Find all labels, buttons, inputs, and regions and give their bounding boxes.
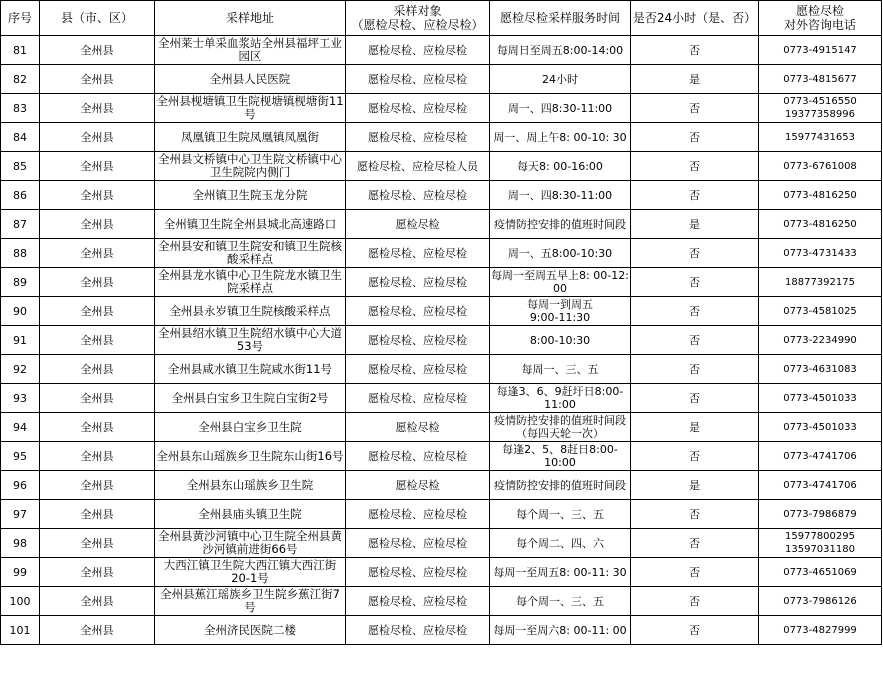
cell-address[interactable]: 全州县绍水镇卫生院绍水镇中心大道53号 [155,326,346,355]
cell-allday[interactable]: 否 [631,384,759,413]
cell-address[interactable]: 全州县龙水镇中心卫生院龙水镇卫生院采样点 [155,268,346,297]
table-row [1,558,882,587]
cell-county[interactable]: 全州县 [40,65,155,94]
cell-phone[interactable]: 0773-4741706 [759,471,882,500]
table-row [1,384,882,413]
header-seq[interactable]: 序号 [1,1,40,36]
cell-time[interactable]: 疫情防控安排的值班时间段（每四天轮一次） [490,413,631,442]
cell-target[interactable]: 愿检尽检 [346,471,490,500]
cell-address[interactable]: 全州县咸水镇卫生院咸水街11号 [155,355,346,384]
cell-county[interactable]: 全州县 [40,94,155,123]
cell-seq[interactable]: 94 [1,413,40,442]
cell-seq[interactable]: 89 [1,268,40,297]
cell-phone[interactable]: 0773-4915147 [759,36,882,65]
header-address[interactable]: 采样地址 [155,1,346,36]
cell-phone[interactable]: 0773-4731433 [759,239,882,268]
cell-address[interactable]: 大西江镇卫生院大西江镇大西江街20-1号 [155,558,346,587]
cell-target[interactable]: 愿检尽检、应检尽检 [346,384,490,413]
cell-target[interactable]: 愿检尽检、应检尽检 [346,65,490,94]
cell-time[interactable]: 疫情防控安排的值班时间段 [490,210,631,239]
cell-allday[interactable]: 否 [631,442,759,471]
cell-address[interactable]: 全州县枧塘镇卫生院枧塘镇枧塘街11号 [156,94,344,121]
cell-address[interactable]: 全州县永岁镇卫生院核酸采样点 [155,297,346,326]
cell-time[interactable]: 每天8: 00-16:00 [490,152,631,181]
cell-phone[interactable]: 0773-2234990 [759,326,882,355]
cell-county[interactable]: 全州县 [40,36,155,65]
cell-county[interactable]: 全州县 [40,297,155,326]
table-row [1,326,882,355]
cell-address[interactable]: 全州县东山瑶族乡卫生院东山街16号 [155,442,346,471]
cell-seq[interactable]: 88 [1,239,40,268]
cell-phone[interactable]: 0773-4816250 [759,181,882,210]
cell-seq[interactable]: 91 [1,326,40,355]
cell-phone[interactable]: 0773-4651069 [759,558,882,587]
cell-target[interactable]: 愿检尽检、应检尽检 [346,268,490,297]
cell-target[interactable]: 愿检尽检、应检尽检 [346,587,490,616]
cell-county[interactable]: 全州县 [40,587,155,616]
cell-allday[interactable]: 否 [631,36,759,65]
cell-target[interactable]: 愿检尽检、应检尽检人员 [346,152,490,181]
cell-target[interactable]: 愿检尽检 [346,210,490,239]
table-row [1,297,882,326]
cell-allday[interactable]: 否 [631,239,759,268]
table-row [1,413,882,442]
cell-address[interactable]: 全州县白宝乡卫生院白宝街2号 [155,384,346,413]
table-row [1,587,882,616]
table-row [1,471,882,500]
cell-time[interactable]: 周一、四8:30-11:00 [490,181,631,210]
cell-allday[interactable]: 否 [631,587,759,616]
cell-phone[interactable]: 0773-4501033 [759,384,882,413]
cell-phone[interactable]: 0773-4816250 [759,210,882,239]
cell-allday[interactable]: 否 [631,616,759,645]
cell-address[interactable]: 全州莱士单采血浆站全州县福坪工业园区 [155,36,346,65]
cell-seq[interactable]: 100 [1,587,40,616]
cell-seq[interactable]: 99 [1,558,40,587]
header-time[interactable]: 愿检尽检采样服务时间 [490,1,631,36]
cell-seq[interactable]: 82 [1,65,40,94]
cell-county[interactable]: 全州县 [40,529,155,558]
cell-seq[interactable]: 98 [1,529,40,558]
cell-county[interactable]: 全州县 [40,239,155,268]
table-row [1,616,882,645]
cell-time[interactable]: 每个周一、三、五 [490,500,631,529]
cell-target[interactable]: 愿检尽检、应检尽检 [346,297,490,326]
cell-allday[interactable]: 是 [631,210,759,239]
cell-address[interactable]: 全州镇卫生院全州县城北高速路口 [155,210,346,239]
cell-address[interactable]: 全州县东山瑶族乡卫生院 [155,471,346,500]
cell-county[interactable]: 全州县 [40,326,155,355]
table-row [1,65,882,94]
cell-allday[interactable]: 是 [631,65,759,94]
cell-target[interactable]: 愿检尽检、应检尽检 [346,616,490,645]
cell-county[interactable]: 全州县 [40,268,155,297]
table-row [1,210,882,239]
cell-seq[interactable]: 93 [1,384,40,413]
header-allday[interactable]: 是否24小时（是、否） [631,1,759,36]
cell-phone[interactable]: 0773-6761008 [759,152,882,181]
cell-allday[interactable]: 否 [631,152,759,181]
table-row [1,268,882,297]
cell-allday[interactable]: 否 [631,326,759,355]
cell-allday[interactable]: 是 [631,471,759,500]
cell-phone[interactable]: 15977431653 [759,123,882,152]
cell-address[interactable]: 全州县白宝乡卫生院 [155,413,346,442]
cell-phone[interactable]: 0773-4815677 [759,65,882,94]
cell-target[interactable]: 愿检尽检、应检尽检 [346,558,490,587]
cell-allday[interactable]: 否 [631,268,759,297]
table-row [1,239,882,268]
cell-seq[interactable]: 87 [1,210,40,239]
cell-seq[interactable]: 96 [1,471,40,500]
table-row [1,152,882,181]
header-target[interactable]: 采样对象 （愿检尽检、应检尽检） [346,1,490,36]
cell-county[interactable]: 全州县 [40,558,155,587]
cell-county[interactable]: 全州县 [40,384,155,413]
cell-allday[interactable]: 否 [631,558,759,587]
cell-seq[interactable]: 81 [1,36,40,65]
cell-target[interactable]: 愿检尽检、应检尽检 [346,442,490,471]
cell-seq[interactable]: 86 [1,181,40,210]
table-row [1,36,882,65]
cell-address[interactable]: 凤凰镇卫生院凤凰镇凤凰街 [155,123,346,152]
cell-allday[interactable]: 否 [631,529,759,558]
cell-time[interactable]: 每周一到周五 9:00-11:30 [490,297,631,326]
cell-phone[interactable]: 0773-4631083 [759,355,882,384]
cell-time[interactable]: 疫情防控安排的值班时间段 [490,471,631,500]
cell-phone[interactable]: 0773-4501033 [759,413,882,442]
cell-seq[interactable]: 92 [1,355,40,384]
cell-seq[interactable]: 83 [1,94,40,123]
cell-time[interactable]: 每逢2、5、8赶日8:00-10:00 [490,442,631,471]
cell-target[interactable]: 愿检尽检、应检尽检 [346,239,490,268]
cell-phone[interactable]: 0773-4741706 [759,442,882,471]
cell-seq[interactable]: 84 [1,123,40,152]
cell-county[interactable]: 全州县 [40,500,155,529]
cell-county[interactable]: 全州县 [40,210,155,239]
cell-allday[interactable]: 否 [631,500,759,529]
cell-address[interactable]: 全州县人民医院 [155,65,346,94]
cell-seq[interactable]: 101 [1,616,40,645]
cell-phone[interactable]: 0773-7986126 [759,587,882,616]
cell-address[interactable]: 全州县安和镇卫生院安和镇卫生院核酸采样点 [155,239,346,268]
cell-seq[interactable]: 95 [1,442,40,471]
cell-phone[interactable]: 18877392175 [759,268,882,297]
cell-seq[interactable]: 85 [1,152,40,181]
cell-target[interactable]: 愿检尽检 [346,413,490,442]
header-county[interactable]: 县（市、区） [40,1,155,36]
cell-address[interactable]: 全州县蕉江瑶族乡卫生院乡蕉江街7号 [155,587,346,616]
cell-time[interactable]: 每周一至周六8: 00-11: 00 [490,616,631,645]
cell-allday[interactable]: 否 [631,297,759,326]
cell-target[interactable]: 愿检尽检、应检尽检 [346,123,490,152]
cell-target[interactable]: 愿检尽检、应检尽检 [346,355,490,384]
cell-phone[interactable]: 0773-4516550 19377358996 [759,94,882,123]
table-row [1,181,882,210]
cell-allday[interactable]: 否 [631,355,759,384]
cell-time[interactable]: 周一、五8:00-10:30 [490,239,631,268]
cell-seq[interactable]: 97 [1,500,40,529]
cell-time[interactable]: 24小时 [490,65,631,94]
cell-county[interactable]: 全州县 [40,616,155,645]
cell-county[interactable]: 全州县 [40,123,155,152]
cell-county[interactable]: 全州县 [40,152,155,181]
cell-county[interactable]: 全州县 [40,181,155,210]
table-row [1,355,882,384]
cell-allday[interactable]: 否 [631,123,759,152]
cell-target[interactable]: 愿检尽检、应检尽检 [346,500,490,529]
cell-time[interactable]: 每周一至周五早上8: 00-12: 00 [491,269,629,295]
cell-time[interactable]: 周一、四8:30-11:00 [490,94,631,123]
table-row [1,94,882,123]
cell-county[interactable]: 全州县 [40,413,155,442]
cell-address[interactable]: 全州县黄沙河镇中心卫生院全州县黄沙河镇前进街66号 [155,529,346,558]
table-row [1,500,882,529]
cell-phone[interactable]: 0773-7986879 [759,500,882,529]
cell-phone[interactable]: 15977800295 13597031180 [759,529,882,558]
cell-time[interactable]: 每个周二、四、六 [490,529,631,558]
table-row [1,123,882,152]
cell-address[interactable]: 全州济民医院二楼 [155,616,346,645]
cell-target[interactable]: 愿检尽检、应检尽检 [346,529,490,558]
cell-address[interactable]: 全州县庙头镇卫生院 [155,500,346,529]
table-row [1,442,882,471]
cell-allday[interactable]: 是 [631,413,759,442]
cell-address[interactable]: 全州县文桥镇中心卫生院文桥镇中心卫生院院内侧门 [155,152,346,181]
cell-phone[interactable]: 0773-4581025 [759,297,882,326]
cell-target[interactable]: 愿检尽检、应检尽检 [346,181,490,210]
cell-address[interactable]: 全州镇卫生院玉龙分院 [155,181,346,210]
cell-time[interactable]: 每周一至周五8: 00-11: 30 [490,558,631,587]
cell-target[interactable]: 愿检尽检、应检尽检 [346,36,490,65]
cell-time[interactable]: 8:00-10:30 [490,326,631,355]
cell-target[interactable]: 愿检尽检、应检尽检 [346,326,490,355]
cell-county[interactable]: 全州县 [40,442,155,471]
table-row [1,529,882,558]
cell-phone[interactable]: 0773-4827999 [759,616,882,645]
cell-time[interactable]: 每逢3、6、9赶圩日8:00-11:00 [490,384,631,413]
cell-seq[interactable]: 90 [1,297,40,326]
cell-county[interactable]: 全州县 [40,355,155,384]
cell-time[interactable]: 每周日至周五8:00-14:00 [490,36,631,65]
cell-allday[interactable]: 否 [631,181,759,210]
cell-county[interactable]: 全州县 [40,471,155,500]
cell-allday[interactable]: 否 [631,94,759,123]
cell-time[interactable]: 每个周一、三、五 [490,587,631,616]
header-phone[interactable]: 愿检尽检 对外咨询电话 [759,1,882,36]
cell-time[interactable]: 周一、周上午8: 00-10: 30 [490,123,631,152]
header-row [1,1,882,36]
cell-time[interactable]: 每周一、三、五 [490,355,631,384]
cell-target[interactable]: 愿检尽检、应检尽检 [346,94,490,123]
